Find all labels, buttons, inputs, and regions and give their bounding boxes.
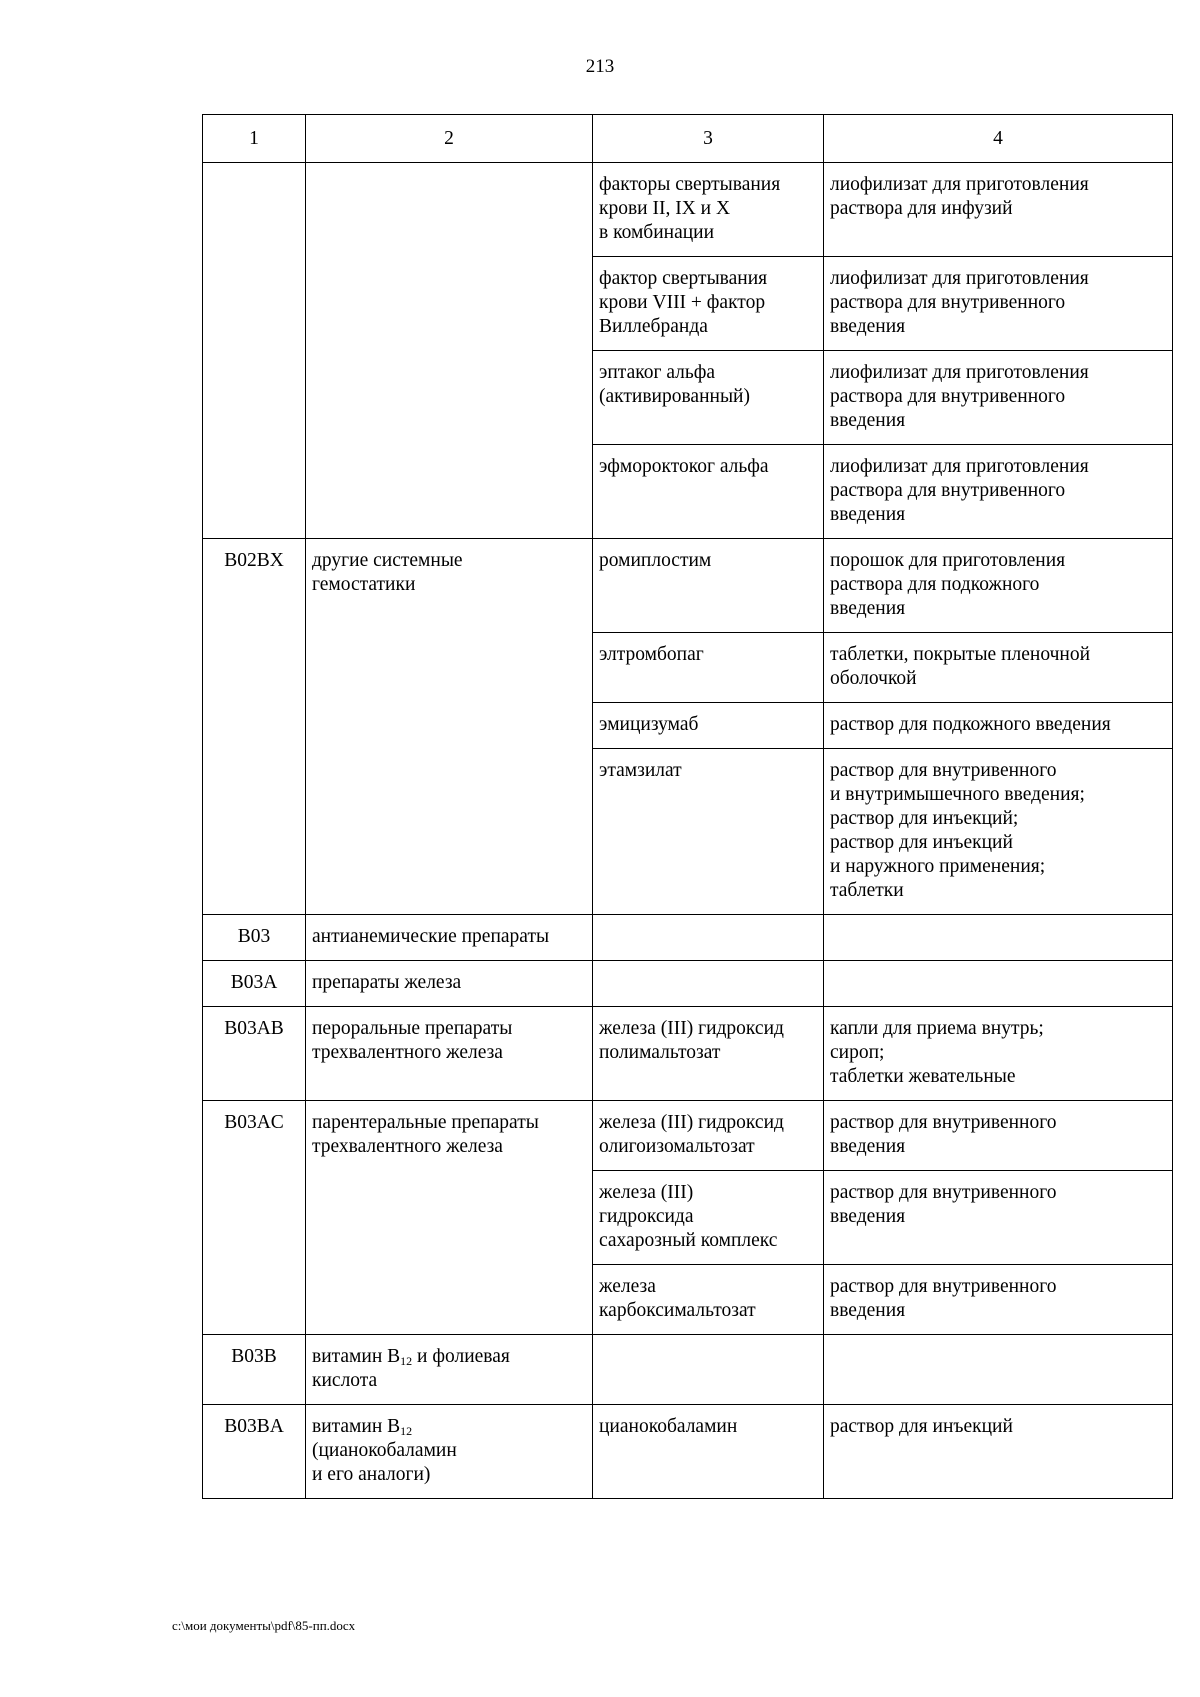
atc-code-cell: B03B: [203, 1335, 306, 1405]
substance-cell: ромиплостим: [593, 539, 824, 633]
group-cell: антианемические препараты: [306, 915, 593, 961]
substance-cell: железа карбоксимальтозат: [593, 1265, 824, 1335]
table-row: [203, 1007, 1173, 1101]
atc-code-cell: B03AC: [203, 1101, 306, 1335]
atc-code-cell: [203, 163, 306, 539]
dosage-form-cell: раствор для внутривенного и внутримышечного введения; раствор для инъекций; раствор для инъекций и наружного применения; таблетки: [824, 749, 1173, 915]
dosage-form-cell: порошок для приготовления раствора для подкожного введения: [824, 539, 1173, 633]
substance-cell: [593, 1335, 824, 1405]
substance-cell: фактор свертывания крови VIII + фактор Виллебранда: [593, 257, 824, 351]
substance-cell: железа (III) гидроксид олигоизомальтозат: [593, 1101, 824, 1171]
header-col-4: 4: [824, 115, 1173, 163]
substance-cell: эфмороктоког альфа: [593, 445, 824, 539]
group-cell: пероральные препараты трехвалентного железа: [306, 1007, 593, 1101]
atc-code-cell: B03: [203, 915, 306, 961]
group-cell: парентеральные препараты трехвалентного железа: [306, 1101, 593, 1335]
dosage-form-cell: лиофилизат для приготовления раствора для внутривенного введения: [824, 351, 1173, 445]
group-text-suffix: и фолиевая кислота: [312, 1346, 510, 1391]
atc-code-cell: B03A: [203, 961, 306, 1007]
table-row: [203, 539, 1173, 633]
substance-cell: железа (III) гидроксида сахарозный комплекс: [593, 1171, 824, 1265]
table-header-row: [203, 115, 1173, 163]
atc-code-cell: B02BX: [203, 539, 306, 915]
substance-cell: этамзилат: [593, 749, 824, 915]
group-cell: другие системные гемостатики: [306, 539, 593, 915]
group-cell: [306, 1335, 593, 1405]
subscript-12: 12: [400, 1354, 413, 1368]
atc-code-cell: B03AB: [203, 1007, 306, 1101]
dosage-form-cell: [824, 1335, 1173, 1405]
dosage-form-cell: капли для приема внутрь; сироп; таблетки жевательные: [824, 1007, 1173, 1101]
dosage-form-cell: раствор для инъекций: [824, 1405, 1173, 1499]
substance-cell: [593, 915, 824, 961]
dosage-form-cell: лиофилизат для приготовления раствора для внутривенного введения: [824, 257, 1173, 351]
substance-cell: эптаког альфа (активированный): [593, 351, 824, 445]
header-col-2: 2: [306, 115, 593, 163]
table-row: [203, 915, 1173, 961]
drug-table: [202, 114, 1173, 1499]
page-number: 213: [585, 56, 615, 77]
header-col-3: 3: [593, 115, 824, 163]
substance-cell: железа (III) гидроксид полимальтозат: [593, 1007, 824, 1101]
substance-cell: элтромбопаг: [593, 633, 824, 703]
group-cell: [306, 163, 593, 539]
substance-cell: цианокобаламин: [593, 1405, 824, 1499]
substance-cell: [593, 961, 824, 1007]
dosage-form-cell: раствор для подкожного введения: [824, 703, 1173, 749]
footer-file-path: c:\мои документы\pdf\85-пп.docx: [172, 1618, 356, 1633]
substance-cell: эмицизумаб: [593, 703, 824, 749]
dosage-form-cell: [824, 961, 1173, 1007]
header-col-1: 1: [203, 115, 306, 163]
table-row: [203, 163, 1173, 257]
dosage-form-cell: раствор для внутривенного введения: [824, 1265, 1173, 1335]
group-text-prefix: витамин B: [312, 1416, 401, 1437]
dosage-form-cell: раствор для внутривенного введения: [824, 1101, 1173, 1171]
substance-cell: факторы свертывания крови II, IX и X в комбинации: [593, 163, 824, 257]
table-row: [203, 1405, 1173, 1499]
atc-code-cell: B03BA: [203, 1405, 306, 1499]
table-row: [203, 1101, 1173, 1171]
dosage-form-cell: раствор для внутривенного введения: [824, 1171, 1173, 1265]
dosage-form-cell: [824, 915, 1173, 961]
table-row: [203, 961, 1173, 1007]
dosage-form-cell: таблетки, покрытые пленочной оболочкой: [824, 633, 1173, 703]
group-cell: [306, 1405, 593, 1499]
table-row: [203, 1335, 1173, 1405]
dosage-form-cell: лиофилизат для приготовления раствора для инфузий: [824, 163, 1173, 257]
dosage-form-cell: лиофилизат для приготовления раствора для внутривенного введения: [824, 445, 1173, 539]
subscript-12: 12: [400, 1424, 413, 1438]
group-cell: препараты железа: [306, 961, 593, 1007]
group-text-prefix: витамин B: [312, 1346, 401, 1367]
group-text-suffix: (цианокобаламин и его аналоги): [312, 1440, 457, 1485]
